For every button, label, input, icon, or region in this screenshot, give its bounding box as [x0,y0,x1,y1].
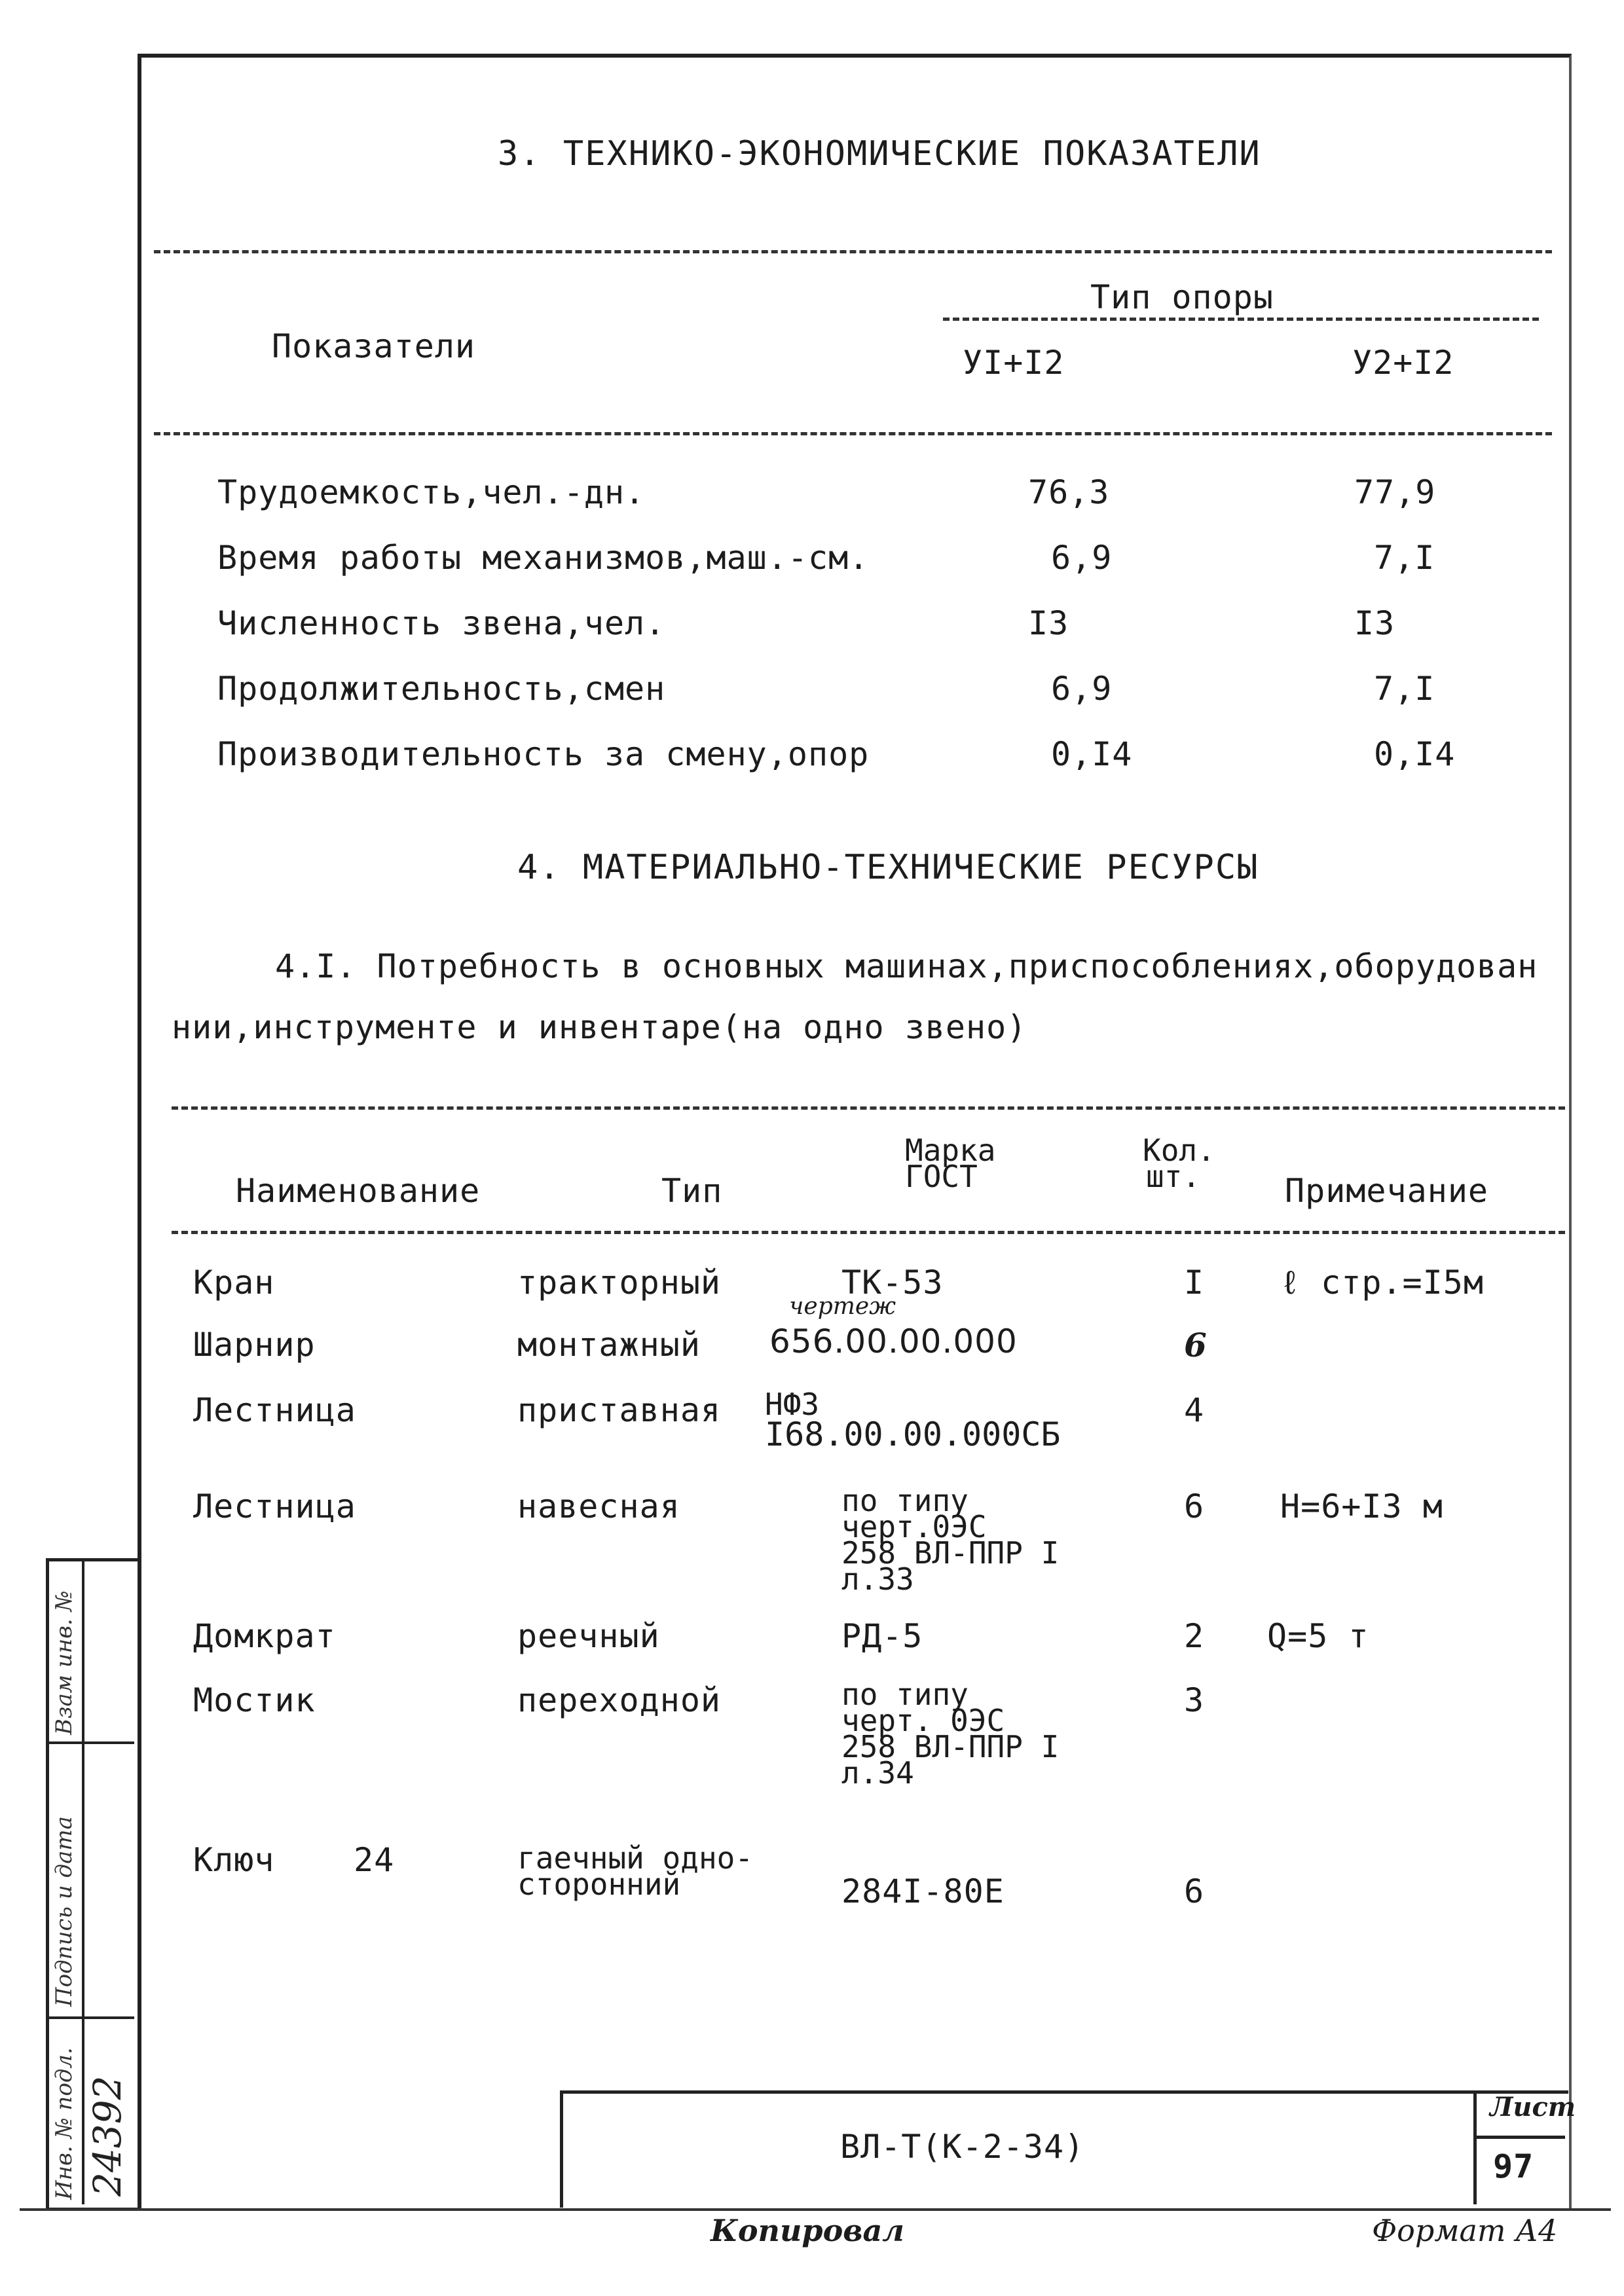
sidebar-sign-label: Подпись и дата [51,1816,77,2007]
cell-name-extra: 24 [354,1841,395,1879]
section4-intro-line1: 4.I. Потребность в основных машинах,приспособлениях,оборудован [275,947,1538,985]
cell-type: приставная [517,1391,722,1429]
row-value-a: I3 [1028,604,1069,642]
table2-header-mark: Марка ГОСТ [905,1133,996,1194]
table2-header-qty: Кол. шт. [1143,1133,1215,1194]
row-value-a: 76,3 [1028,473,1110,511]
cell-name: Лестница [193,1487,356,1525]
cell-note: ℓ стр.=I5м [1280,1264,1484,1302]
cell-mark: 656.00.00.000 [769,1322,1018,1360]
cell-qty: 6 [1184,1872,1205,1910]
title-block-code: ВЛ-Т(К-2-34) [840,2128,1085,2166]
table1-header-col-b: У2+I2 [1352,344,1454,382]
sheet-label: Лист [1490,2092,1576,2123]
cell-note: Q=5 т [1267,1617,1369,1655]
footer-format: Формат А4 [1372,2213,1558,2248]
cell-name: Лестница [193,1391,356,1429]
cell-type: монтажный [517,1326,701,1364]
cell-type: реечный [517,1617,660,1655]
sidebar-divider [46,2016,134,2019]
table2-header-rule [172,1231,1565,1234]
table1-header-rule [154,432,1552,435]
row-value-b: 77,9 [1354,473,1436,511]
cell-mark-note: чертеж [789,1293,896,1320]
cell-name: Домкрат [193,1617,336,1655]
row-label: Продолжительность,смен [217,670,666,708]
table2-header-note: Примечание [1285,1172,1489,1210]
sidebar-divider [46,1741,134,1744]
cell-qty: 6 [1184,1487,1205,1525]
cell-note: Н=6+I3 м [1280,1487,1443,1525]
table1-group-rule [943,318,1539,321]
cell-qty: 6 [1184,1326,1208,1364]
cell-type: гаечный одно- сторонний [517,1840,754,1902]
cell-mark: 284I-80Е [841,1872,1005,1910]
section4-title: 4. МАТЕРИАЛЬНО-ТЕХНИЧЕСКИЕ РЕСУРСЫ [517,848,1259,887]
row-value-a: 6,9 [1051,670,1113,708]
cell-name: Мостик [193,1681,316,1719]
sidebar-divider [82,1558,84,2204]
cell-mark: по типу черт. 0ЭС 258 ВЛ-ППР I л.34 [841,1677,1060,1791]
row-value-b: 0,I4 [1374,735,1456,773]
cell-type: навесная [517,1487,680,1525]
row-value-a: 6,9 [1051,539,1113,577]
footer-rule [20,2208,1611,2211]
cell-name: Кран [193,1264,275,1302]
sidebar-inv-number: 24392 [85,2075,130,2196]
sheet-number: 97 [1493,2147,1534,2185]
row-value-b: 7,I [1374,539,1435,577]
table1-header-indicator: Показатели [272,327,476,365]
section4-intro-line2: нии,инструменте и инвентаре(на одно звено) [172,1008,1027,1046]
cell-mark: ТК-53 [841,1264,944,1302]
table2-top-rule [172,1106,1565,1110]
table1-header-col-a: УI+I2 [963,344,1065,382]
sidebar-replace-label: Взам инв. № [51,1590,77,1735]
cell-name: Шарнир [193,1326,316,1364]
row-label: Время работы механизмов,маш.-см. [217,539,870,577]
cell-mark: НФЗ I68.00.00.000СБ [765,1387,1061,1453]
cell-name: Ключ [193,1841,275,1879]
cell-mark: по типу черт.0ЭС 258 ВЛ-ППР I л.33 [841,1483,1060,1597]
cell-qty: 3 [1184,1681,1205,1719]
sheet-cell-divider [1473,2136,1565,2139]
table1-top-rule [154,250,1552,253]
cell-type: переходной [517,1681,722,1719]
table2-header-type: Тип [661,1172,723,1210]
cell-mark: РД-5 [841,1617,923,1655]
footer-copied: Копировал [710,2213,904,2248]
cell-qty: 2 [1184,1617,1205,1655]
sidebar-inv-label: Инв. № подл. [51,2047,77,2200]
row-value-a: 0,I4 [1051,735,1133,773]
row-label: Производительность за смену,опор [217,735,870,773]
table1-header-group: Тип опоры [1090,278,1274,316]
cell-qty: I [1184,1264,1205,1302]
cell-type: тракторный [517,1264,722,1302]
section3-title: 3. ТЕХНИКО-ЭКОНОМИЧЕСКИЕ ПОКАЗАТЕЛИ [498,134,1261,173]
row-value-b: I3 [1354,604,1395,642]
cell-qty: 4 [1184,1391,1205,1429]
row-label: Трудоемкость,чел.-дн. [217,473,646,511]
row-value-b: 7,I [1374,670,1435,708]
table2-header-name: Наименование [236,1172,481,1210]
row-label: Численность звена,чел. [217,604,666,642]
